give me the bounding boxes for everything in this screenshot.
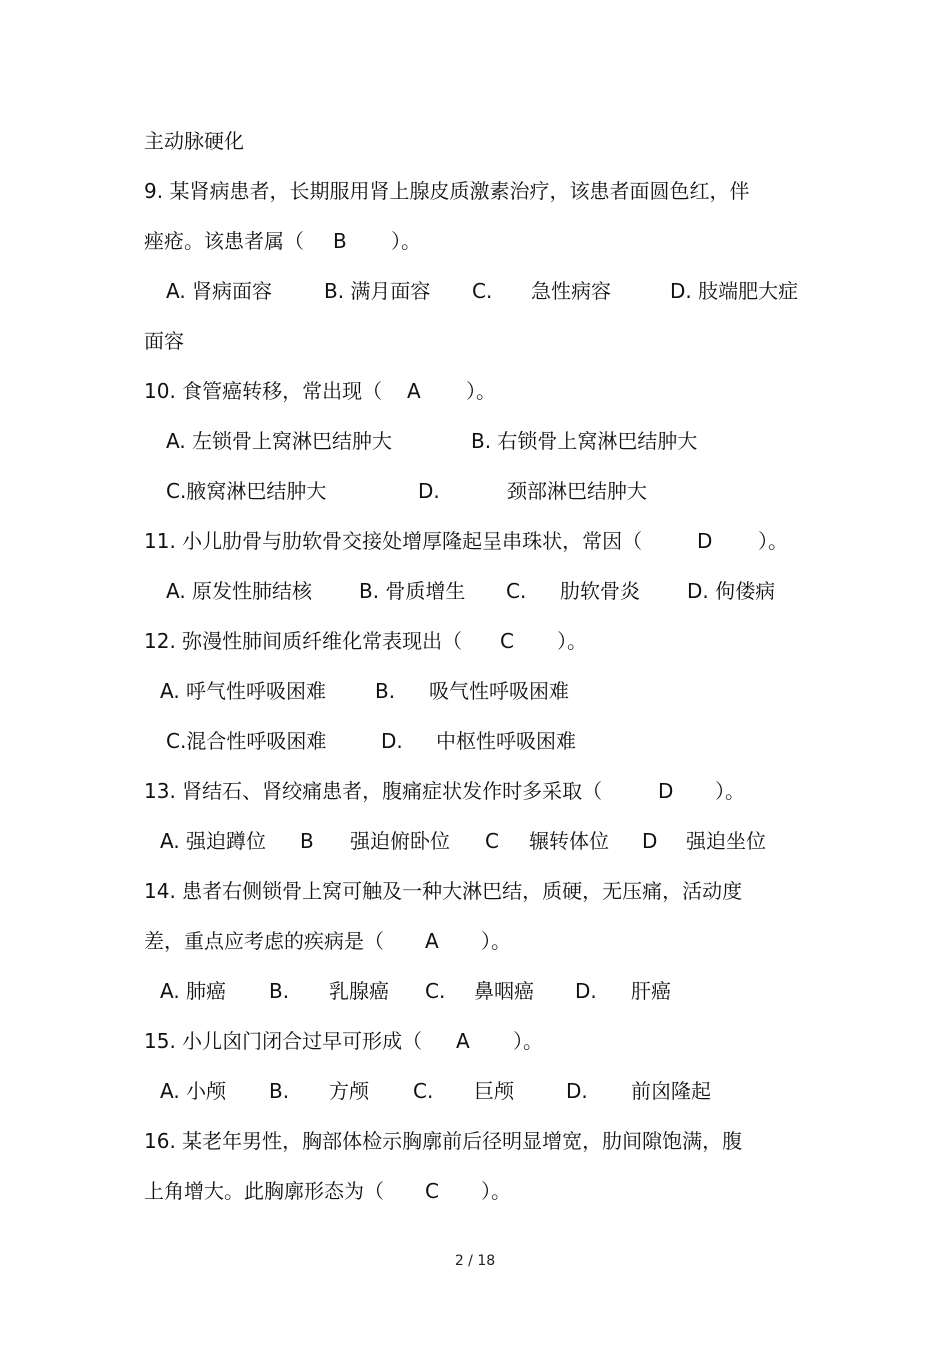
option-c-text: 巨颅 <box>474 1079 514 1103</box>
text-segment: 差，重点应考虑的疾病是（ <box>144 929 384 953</box>
answer-letter: A <box>456 1029 470 1053</box>
text-segment: ）。 <box>466 379 496 403</box>
option-a: A. 左锁骨上窝淋巴结肿大 <box>166 429 393 453</box>
text-segment: 主动脉硬化 <box>144 129 244 153</box>
option-c-text: 急性病容 <box>531 279 611 303</box>
text-segment: ）。 <box>481 1179 511 1203</box>
option-c-text: 肋软骨炎 <box>560 579 640 603</box>
option-a: A. 原发性肺结核 <box>166 579 313 603</box>
text-segment: ）。 <box>557 629 587 653</box>
option-b-text: 吸气性呼吸困难 <box>429 679 569 703</box>
option-d-letter: D. <box>418 479 440 503</box>
text-segment: 面容 <box>144 329 184 353</box>
option-d: D. 佝偻病 <box>687 579 776 603</box>
option-d-letter: D. <box>381 729 403 753</box>
text-segment: ）。 <box>758 529 788 553</box>
option-b: B. 骨质增生 <box>359 579 466 603</box>
text-segment: ）。 <box>513 1029 543 1053</box>
option-b-text: 强迫俯卧位 <box>350 829 450 853</box>
option-a: A. 肾病面容 <box>166 279 273 303</box>
text-segment: 9. 某肾病患者，长期服用肾上腺皮质激素治疗，该患者面圆色红，伴 <box>144 179 750 203</box>
option-b-letter: B <box>300 829 314 853</box>
text-segment: 12. 弥漫性肺间质纤维化常表现出（ <box>144 629 463 653</box>
option-c-text: 鼻咽癌 <box>474 979 534 1003</box>
option-c: C.腋窝淋巴结肿大 <box>166 479 327 503</box>
answer-letter: C <box>500 629 514 653</box>
option-b-text: 方颅 <box>329 1079 369 1103</box>
text-segment: 痤疮。该患者属（ <box>144 229 304 253</box>
option-a: A. 强迫蹲位 <box>160 829 267 853</box>
option-c-letter: C. <box>413 1079 434 1103</box>
option-d: D. 肢端肥大症 <box>670 279 799 303</box>
option-c: C.混合性呼吸困难 <box>166 729 327 753</box>
text-segment: 10. 食管癌转移，常出现（ <box>144 379 383 403</box>
answer-letter: D <box>697 529 713 553</box>
option-d-text: 肝癌 <box>631 979 671 1003</box>
answer-letter: C <box>425 1179 439 1203</box>
option-c-text: 辗转体位 <box>529 829 609 853</box>
text-segment: 14. 患者右侧锁骨上窝可触及一种大淋巴结，质硬，无压痛，活动度 <box>144 879 743 903</box>
option-d-letter: D. <box>575 979 597 1003</box>
option-b-text: 乳腺癌 <box>329 979 389 1003</box>
text-segment: ）。 <box>391 229 421 253</box>
option-c-letter: C. <box>425 979 446 1003</box>
option-d-text: 前囟隆起 <box>631 1079 711 1103</box>
text-segment: 16. 某老年男性，胸部体检示胸廓前后径明显增宽，肋间隙饱满，腹 <box>144 1129 743 1153</box>
answer-letter: D <box>658 779 674 803</box>
answer-letter: A <box>425 929 439 953</box>
text-segment: 上角增大。此胸廓形态为（ <box>144 1179 384 1203</box>
text-segment: 11. 小儿肋骨与肋软骨交接处增厚隆起呈串珠状，常因（ <box>144 529 643 553</box>
option-d-text: 强迫坐位 <box>686 829 766 853</box>
option-b-letter: B. <box>269 1079 290 1103</box>
text-segment: 13. 肾结石、肾绞痛患者，腹痛症状发作时多采取（ <box>144 779 603 803</box>
text-segment: ）。 <box>715 779 745 803</box>
option-c-letter: C. <box>506 579 527 603</box>
option-a: A. 小颅 <box>160 1079 227 1103</box>
option-a: A. 肺癌 <box>160 979 227 1003</box>
option-c-letter: C. <box>472 279 493 303</box>
option-b: B. 满月面容 <box>324 279 431 303</box>
page-number: 2 / 18 <box>454 1253 496 1269</box>
text-segment: ）。 <box>481 929 511 953</box>
text-segment: 15. 小儿囟门闭合过早可形成（ <box>144 1029 423 1053</box>
option-a: A. 呼气性呼吸困难 <box>160 679 327 703</box>
option-b: B. 右锁骨上窝淋巴结肿大 <box>471 429 698 453</box>
option-b-letter: B. <box>375 679 396 703</box>
answer-letter: B <box>333 229 347 253</box>
option-c-letter: C <box>485 829 499 853</box>
answer-letter: A <box>407 379 421 403</box>
option-b-letter: B. <box>269 979 290 1003</box>
option-d-letter: D. <box>566 1079 588 1103</box>
option-d-letter: D <box>642 829 658 853</box>
option-d-text: 中枢性呼吸困难 <box>436 729 576 753</box>
option-d-text: 颈部淋巴结肿大 <box>507 479 647 503</box>
